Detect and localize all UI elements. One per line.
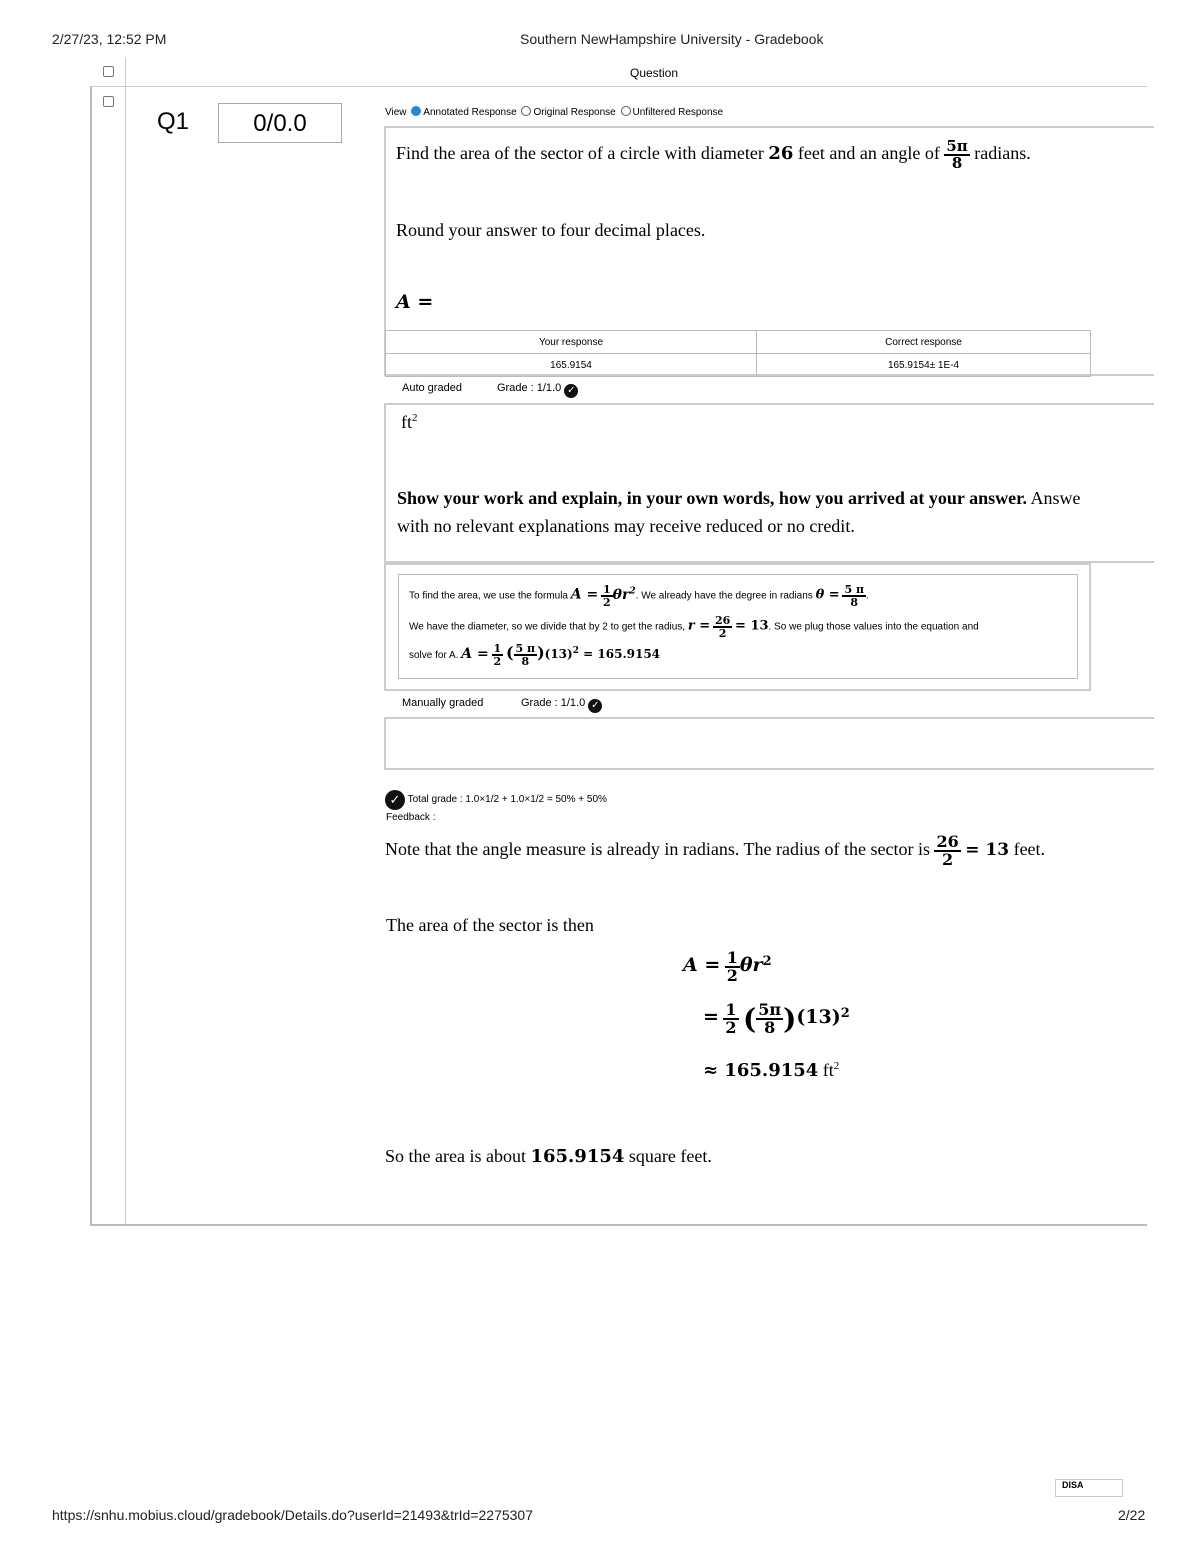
- score-input[interactable]: 0/0.0: [218, 103, 342, 143]
- page-title: Southern NewHampshire University - Gradebook: [520, 31, 824, 47]
- question-prompt: Find the area of the sector of a circle with diameter 26 feet and an angle of $\frac{5\pi}{8}$ radians.: [396, 136, 1031, 172]
- correct-response-value: 165.9154± 1E-4: [757, 354, 1091, 377]
- student-work-line1: To find the area, we use the formula A = $\frac{1}{2}$ $\theta r^2$. We already have the degree in radians θ = $\frac{5 \pi}{8}$ .: [409, 583, 869, 609]
- units-label: $ft^2$: [401, 412, 418, 432]
- diameter-value: 26: [768, 143, 794, 164]
- feedback-line1: Note that the angle measure is already in radians. The radius of the sector is $\frac{26}{2}$ = 13 feet.: [385, 831, 1046, 869]
- unfiltered-radio[interactable]: [621, 106, 631, 116]
- row-checkbox[interactable]: [103, 96, 114, 107]
- annotated-radio[interactable]: [411, 106, 421, 116]
- auto-graded-label: Auto graded: [402, 382, 462, 394]
- print-datetime: 2/27/23, 12:52 PM: [52, 31, 167, 47]
- header-divider: [92, 86, 1147, 87]
- feedback-conclusion: So the area is about 165.9154 square feet.: [385, 1146, 712, 1167]
- table-bottom-border: [90, 1224, 1147, 1226]
- unfiltered-label[interactable]: Unfiltered Response: [632, 107, 724, 118]
- feedback-label: Feedback :: [386, 812, 436, 823]
- comment-box[interactable]: [384, 717, 1154, 770]
- feedback-eq3: ≈ 165.9154 $ft^2$: [703, 1060, 840, 1081]
- student-work-line2: We have the diameter, so we divide that by 2 to get the radius, r = $\frac{26}{2}$ = 13. So we plug those values into the equation and: [409, 614, 979, 640]
- select-all-checkbox[interactable]: [103, 66, 114, 77]
- show-work-line2: with no relevant explanations may receive reduced or no credit.: [397, 516, 855, 536]
- show-work-box: [384, 403, 1154, 563]
- column-divider: [125, 58, 126, 1226]
- original-label[interactable]: Original Response: [533, 107, 616, 118]
- feedback-eq1: A = $\frac{1}{2}$ $\theta r^2$: [683, 948, 772, 985]
- your-response-header: Your response: [386, 331, 757, 354]
- manual-graded-label: Manually graded: [402, 697, 484, 709]
- question-column-header: Question: [630, 66, 679, 80]
- round-instruction: Round your answer to four decimal places.: [396, 220, 706, 240]
- check-icon: ✓: [564, 384, 578, 398]
- table-left-border: [90, 86, 92, 1226]
- feedback-line2: The area of the sector is then: [386, 915, 594, 935]
- your-response-value: 165.9154: [386, 354, 757, 377]
- total-check-icon: ✓: [385, 790, 405, 810]
- feedback-eq2: = $\frac{1}{2}$ ( $\frac{5\pi}{8}$ )$(13)^2$: [703, 1000, 850, 1037]
- page-number: 2/22: [1118, 1507, 1146, 1523]
- answer-label: A =: [396, 291, 434, 313]
- auto-grade-value: Grade : 1/1.0 ✓: [497, 382, 578, 398]
- student-work-line3: solve for A. A = $\frac{1}{2}$ ( $\frac{5 \pi}{8}$ )$(13)^2 = 165.9154$: [409, 642, 661, 669]
- question-number: Q1: [157, 108, 190, 135]
- check-icon: ✓: [588, 699, 602, 713]
- view-label: View: [385, 107, 407, 118]
- original-radio[interactable]: [521, 106, 531, 116]
- total-grade: ✓ Total grade : 1.0×1/2 + 1.0×1/2 = 50% + 50%: [385, 790, 607, 810]
- response-table: [385, 330, 1091, 377]
- correct-response-header: Correct response: [757, 331, 1091, 354]
- annotated-label[interactable]: Annotated Response: [423, 107, 517, 118]
- manual-grade-value: Grade : 1/1.0 ✓: [521, 697, 602, 713]
- disa-badge: DISA: [1055, 1479, 1123, 1497]
- show-work-instruction: Show your work and explain, in your own words, how you arrived at your answer. Answe: [397, 488, 1081, 508]
- view-options: [385, 106, 723, 118]
- angle-fraction: $\frac{5\pi}{8}$: [946, 136, 968, 172]
- footer-url[interactable]: https://snhu.mobius.cloud/gradebook/Details.do?userId=21493&trId=2275307: [52, 1507, 534, 1523]
